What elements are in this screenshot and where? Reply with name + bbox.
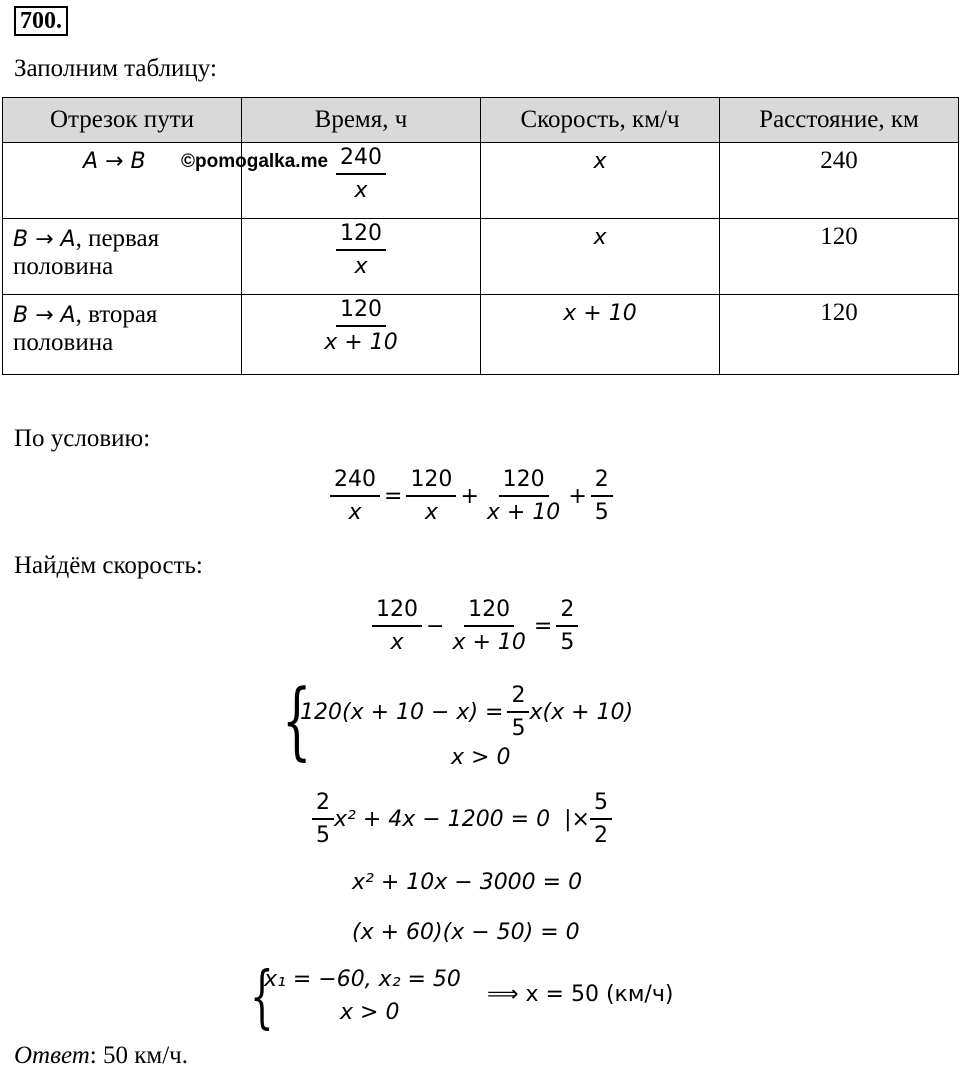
answer-value: : 50 км/ч. [89, 1042, 188, 1069]
problem-number: 700. [14, 6, 68, 36]
system-brace-2: { [250, 958, 274, 1037]
segment-line2: половина [13, 329, 114, 356]
equation-2 [372, 597, 578, 655]
eq1-frac-b [406, 467, 456, 525]
eq1-frac-a [330, 467, 380, 525]
time-fraction [336, 145, 386, 203]
table-header-row [3, 98, 959, 143]
system1-num: 2 [507, 683, 529, 713]
eq1-c-den: x + 10 [486, 500, 561, 525]
eq3-body: x² + 4x − 1200 = 0 |× [334, 806, 590, 832]
eq2-b-den: x + 10 [452, 630, 526, 655]
time-fraction [336, 221, 386, 279]
segment-label: A → B [83, 149, 146, 174]
eq2-frac-c [556, 597, 578, 655]
system-2-result: ⟹ x = 50 (км/ч) [487, 982, 674, 1007]
time-denominator: x + 10 [324, 330, 398, 355]
eq1-a-den: x [348, 500, 362, 525]
segment-cell [3, 219, 242, 295]
system-1-line-1 [300, 683, 633, 741]
watermark: ©pomogalka.me [181, 151, 329, 172]
system-2-line-2: x > 0 [340, 1000, 400, 1025]
equation-1 [330, 467, 613, 525]
condition-label: По условию: [14, 425, 151, 452]
segment-suffix: , вторая [75, 301, 158, 328]
segment-label: B → A [13, 227, 76, 252]
eq2-equals: = [533, 613, 553, 639]
header-distance: Расстояние, км [720, 98, 959, 143]
eq2-a-den: x [390, 630, 404, 655]
equation-4: x² + 10x − 3000 = 0 [352, 870, 583, 895]
system1-den: 5 [511, 716, 526, 741]
eq2-c-num: 2 [556, 597, 578, 627]
eq3-frac [312, 790, 334, 848]
time-fraction [320, 297, 401, 355]
eq2-b-num: 120 [464, 597, 514, 627]
eq1-equals: = [384, 483, 403, 509]
table-row [3, 219, 959, 295]
time-cell [242, 295, 481, 375]
eq1-plus-2: + [568, 483, 587, 509]
equation-5: (x + 60)(x − 50) = 0 [352, 920, 580, 945]
distance-cell: 120 [720, 219, 959, 295]
speed-cell: x [481, 143, 720, 219]
eq1-d-den: 5 [594, 500, 609, 525]
system-2-line-1: x₁ = −60, x₂ = 50 [264, 967, 461, 992]
eq2-frac-a [372, 597, 422, 655]
eq3-mult-num: 5 [590, 790, 612, 820]
speed-cell: x [481, 219, 720, 295]
time-numerator: 120 [336, 221, 386, 251]
eq1-b-den: x [424, 500, 438, 525]
intro-text: Заполним таблицу: [14, 55, 217, 82]
header-time: Время, ч [242, 98, 481, 143]
eq3-num: 2 [312, 790, 334, 820]
time-cell [242, 219, 481, 295]
eq1-frac-d [591, 467, 613, 525]
header-speed: Скорость, км/ч [481, 98, 720, 143]
speed-cell: x + 10 [481, 295, 720, 375]
segment-suffix: , первая [75, 225, 160, 252]
eq1-d-num: 2 [591, 467, 613, 497]
header-segment: Отрезок пути [3, 98, 242, 143]
system1-right: x(x + 10) [529, 699, 634, 725]
system-brace-1: { [282, 671, 312, 769]
eq1-frac-c [483, 467, 564, 525]
answer [14, 1042, 188, 1070]
system1-frac [507, 683, 529, 741]
eq1-b-num: 120 [406, 467, 456, 497]
eq3-den: 5 [316, 823, 330, 848]
eq1-a-num: 240 [330, 467, 380, 497]
eq3-multiplier [590, 790, 612, 848]
eq2-frac-b [448, 597, 529, 655]
answer-label: Ответ [14, 1042, 90, 1069]
find-label: Найдём скорость: [14, 552, 203, 579]
distance-cell: 120 [720, 295, 959, 375]
time-numerator: 240 [336, 145, 386, 175]
segment-label: B → A [13, 303, 76, 328]
segment-cell [3, 143, 329, 219]
eq2-c-den: 5 [560, 630, 575, 655]
distance-cell: 240 [720, 143, 959, 219]
segment-cell [3, 295, 242, 375]
data-table [2, 97, 959, 375]
eq1-c-num: 120 [499, 467, 549, 497]
table-row [3, 295, 959, 375]
time-numerator: 120 [336, 297, 386, 327]
system1-left: 120(x + 10 − x) = [300, 699, 504, 725]
segment-line2: половина [13, 253, 114, 280]
eq1-plus-1: + [460, 483, 479, 509]
eq3-mult-den: 2 [593, 823, 608, 848]
table-row [3, 143, 959, 219]
equation-3 [312, 790, 612, 848]
eq2-a-num: 120 [372, 597, 422, 627]
time-denominator: x [354, 254, 368, 279]
system-1-line-2: x > 0 [451, 745, 511, 770]
eq2-minus: − [426, 613, 445, 639]
time-denominator: x [354, 178, 368, 203]
